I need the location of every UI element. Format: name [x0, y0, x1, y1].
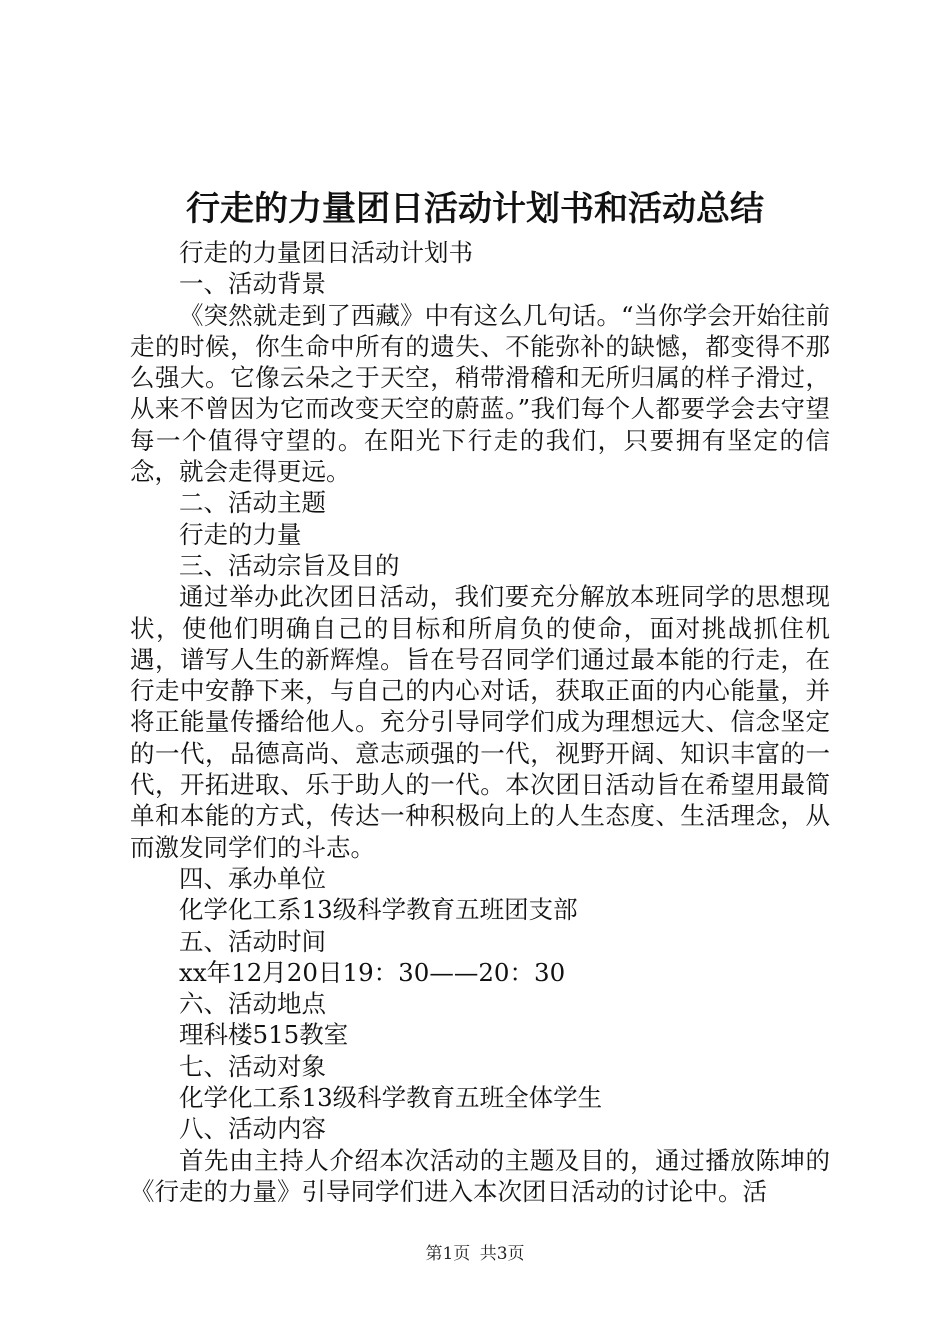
page-total: 共3页: [479, 1244, 525, 1264]
paragraph-purpose: 通过举办此次团日活动，我们要充分解放本班同学的思想现状，使他们明确自己的目标和所肩负的使命，面对挑战抓住机遇，谱写人生的新辉煌。旨在号召同学们通过最本能的行走，在行走中安静下来，与自己的内心对话，获取正面的内心能量，并将正能量传播给他人。充分引导同学们成为理想远大、信念坚定的一代，品德高尚、意志顽强的一代，视野开阔、知识丰富的一代，开拓进取、乐于助人的一代。本次团日活动旨在希望用最简单和本能的方式，传达一种积极向上的人生态度、生活理念，从而激发同学们的斗志。: [130, 582, 830, 862]
section-heading-organizer: 四、承办单位: [179, 863, 326, 893]
page-number: 第1页: [425, 1244, 471, 1264]
paragraph-content: 首先由主持人介绍本次活动的主题及目的，通过播放陈坤的《行走的力量》引导同学们进入本次团日活动的讨论中。活: [130, 1145, 830, 1206]
section-heading-location: 六、活动地点: [179, 989, 326, 1019]
document-title: 行走的力量团日活动计划书和活动总结: [186, 189, 764, 229]
document-body: [130, 237, 830, 1207]
paragraph-organizer: 化学化工系13级科学教育五班团支部: [179, 895, 578, 925]
paragraph-location: 理科楼515教室: [179, 1020, 349, 1050]
section-heading-content: 八、活动内容: [179, 1114, 326, 1144]
paragraph-audience: 化学化工系13级科学教育五班全体学生: [179, 1083, 603, 1113]
section-heading-audience: 七、活动对象: [179, 1051, 326, 1081]
section-heading-background: 一、活动背景: [179, 269, 326, 299]
section-heading-purpose: 三、活动宗旨及目的: [179, 550, 400, 580]
paragraph-theme: 行走的力量: [179, 519, 302, 549]
section-heading-time: 五、活动时间: [179, 926, 326, 956]
section-heading-theme: 二、活动主题: [179, 488, 326, 518]
page-footer: [0, 1242, 950, 1266]
plan-heading: 行走的力量团日活动计划书: [179, 238, 473, 267]
paragraph-background: 《突然就走到了西藏》中有这么几句话。“当你学会开始往前走的时候，你生命中所有的遗失、不能弥补的缺憾，都变得不那么强大。它像云朵之于天空，稍带滑稽和无所归属的样子滑过，从来不曾因为它而改变天空的蔚蓝。”我们每个人都要学会去守望每一个值得守望的。在阳光下行走的我们，只要拥有坚定的信念，就会走得更远。: [130, 300, 830, 487]
paragraph-time: xx年12月20日19：30——20：30: [179, 957, 566, 987]
